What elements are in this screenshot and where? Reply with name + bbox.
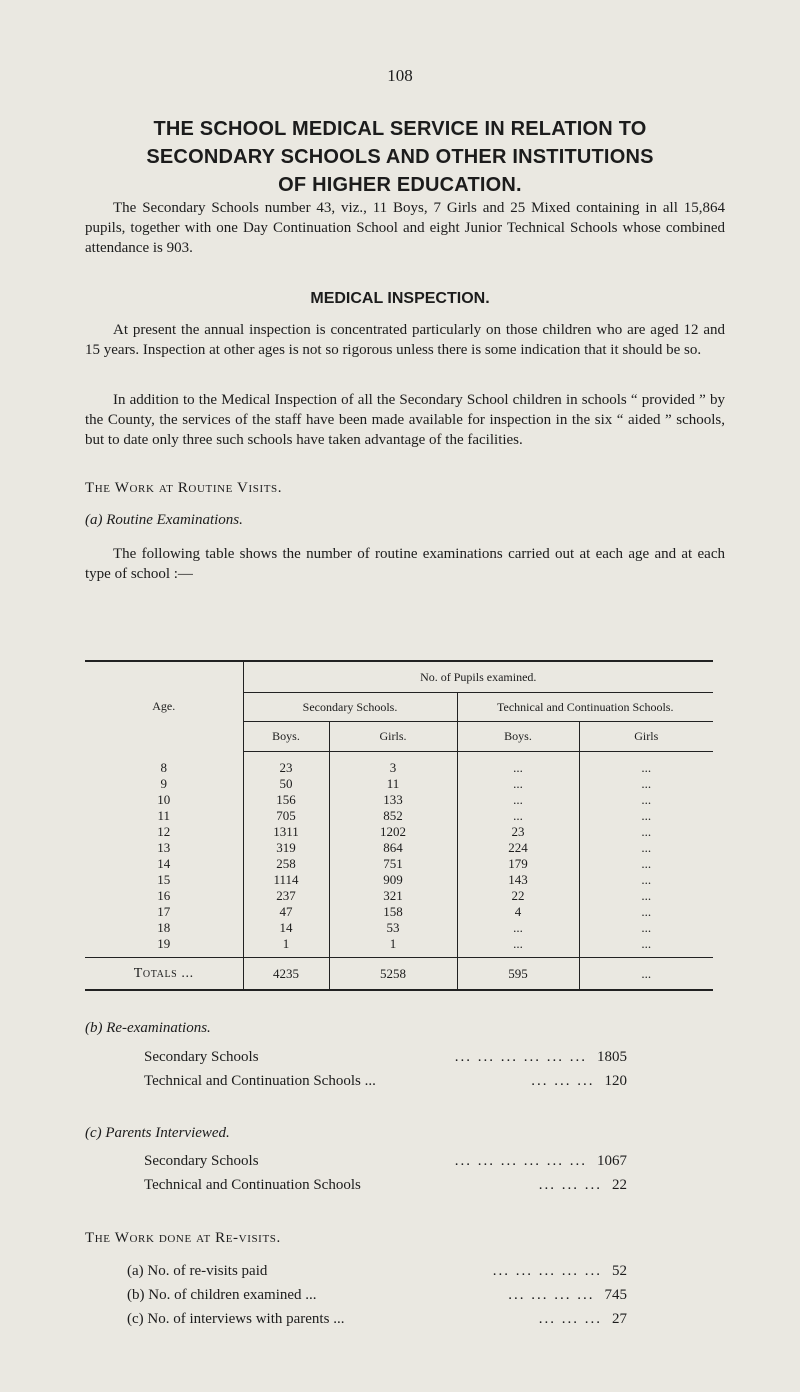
sec-girls-cell: 158 (329, 904, 457, 920)
sec-girls-cell: 864 (329, 840, 457, 856)
table-row (85, 936, 713, 958)
leader-dots: ... ... ... (538, 1311, 602, 1327)
age-cell: 17 (157, 904, 171, 919)
table-row (85, 904, 713, 920)
totals-row (85, 958, 713, 991)
page-number: 108 (387, 66, 413, 85)
age-cell: 8 (160, 759, 167, 775)
sec-boys-cell: 23 (243, 752, 329, 777)
sec-boys-cell: 156 (243, 792, 329, 808)
tech-boys-cell: 22 (457, 888, 579, 904)
parents-value: 22 (612, 1177, 627, 1193)
sec-girls-cell: 133 (329, 792, 457, 808)
table-row (85, 872, 713, 888)
total-tech-girls: ... (579, 958, 713, 991)
tech-boys-cell: 4 (457, 904, 579, 920)
tech-girls-cell: ... (579, 856, 713, 872)
sec-boys-cell: 237 (243, 888, 329, 904)
tech-boys-cell: ... (457, 776, 579, 792)
tech-boys-cell: ... (457, 792, 579, 808)
revisits-heading: The Work done at Re-visits. (85, 1230, 281, 1246)
tech-boys-cell: 179 (457, 856, 579, 872)
reexam-label: Technical and Continuation Schools ... (144, 1073, 376, 1089)
parents-row-technical (144, 1174, 627, 1196)
revisits-row-paid (127, 1260, 627, 1282)
reexam-row-secondary (144, 1046, 627, 1068)
tech-girls-cell: ... (579, 888, 713, 904)
leader-dots: ... ... ... ... ... ... (454, 1153, 587, 1169)
reexam-label: Secondary Schools (144, 1049, 259, 1065)
total-sec-girls: 5258 (329, 958, 457, 991)
table-row (85, 776, 713, 792)
age-header: Age. (152, 699, 176, 714)
tech-girls-cell: ... (579, 872, 713, 888)
revisits-value: 745 (604, 1287, 627, 1303)
tech-boys-cell: 23 (457, 824, 579, 840)
pupils-examined-header: No. of Pupils examined. (243, 661, 713, 693)
totals-label: Totals ... (85, 958, 243, 991)
age-cell: 14 (157, 856, 171, 871)
sec-boys-cell: 1 (243, 936, 329, 958)
revisits-value: 27 (612, 1311, 627, 1327)
secondary-schools-header: Secondary Schools. (243, 693, 457, 722)
sec-girls-cell: 53 (329, 920, 457, 936)
secondary-girls-header: Girls. (329, 722, 457, 752)
secondary-boys-header: Boys. (243, 722, 329, 752)
technical-boys-header: Boys. (457, 722, 579, 752)
sec-boys-cell: 705 (243, 808, 329, 824)
sec-boys-cell: 50 (243, 776, 329, 792)
tech-boys-cell: ... (457, 920, 579, 936)
age-cell: 11 (157, 808, 171, 823)
leader-dots: ... ... ... (531, 1073, 595, 1089)
table-row (85, 792, 713, 808)
tech-girls-cell: ... (579, 920, 713, 936)
title-line-3: OF HIGHER EDUCATION. (278, 174, 522, 196)
tech-girls-cell: ... (579, 904, 713, 920)
revisits-row-examined (127, 1284, 627, 1306)
table-row (85, 840, 713, 856)
table-row (85, 920, 713, 936)
tech-girls-cell: ... (579, 808, 713, 824)
sec-boys-cell: 319 (243, 840, 329, 856)
sec-boys-cell: 1311 (243, 824, 329, 840)
age-cell: 18 (157, 920, 171, 935)
leader-dots: ... ... ... ... ... (492, 1263, 602, 1279)
tech-boys-cell: ... (457, 808, 579, 824)
sec-girls-cell: 1 (329, 936, 457, 958)
technical-schools-header: Technical and Continuation Schools. (457, 693, 713, 722)
sec-boys-cell: 47 (243, 904, 329, 920)
intro-paragraph: The Secondary Schools number 43, viz., 11 Boys, 7 Girls and 25 Mixed containing in all 15,864 pupils, together with one Day Continuation School and eight Junior Technical Schools whose combined attendance is 903. (85, 200, 725, 256)
inspection-paragraph-1: At present the annual inspection is concentrated particularly on those children who are aged 12 and 15 years. Inspection at other ages is not so rigorous unless there is some indication that it should be so. (85, 322, 725, 358)
parents-label: Technical and Continuation Schools (144, 1177, 361, 1193)
tech-girls-cell: ... (579, 840, 713, 856)
sec-girls-cell: 909 (329, 872, 457, 888)
routine-examinations-subheading: (a) Routine Examinations. (85, 512, 243, 528)
revisits-label: (c) No. of interviews with parents ... (127, 1311, 345, 1327)
tech-boys-cell: ... (457, 936, 579, 958)
parents-row-secondary (144, 1150, 627, 1172)
reexaminations-heading: (b) Re-examinations. (85, 1020, 211, 1036)
tech-girls-cell: ... (579, 936, 713, 958)
tech-boys-cell: 143 (457, 872, 579, 888)
tech-boys-cell: ... (457, 752, 579, 777)
leader-dots: ... ... ... ... (508, 1287, 595, 1303)
page-title (40, 115, 760, 199)
tech-girls-cell: ... (579, 824, 713, 840)
sec-boys-cell: 14 (243, 920, 329, 936)
medical-inspection-heading: MEDICAL INSPECTION. (310, 290, 490, 307)
sec-boys-cell: 258 (243, 856, 329, 872)
age-cell: 16 (157, 888, 171, 903)
age-cell: 9 (160, 776, 167, 791)
revisits-label: (a) No. of re-visits paid (127, 1263, 268, 1279)
sec-girls-cell: 11 (329, 776, 457, 792)
sec-girls-cell: 751 (329, 856, 457, 872)
parents-value: 1067 (597, 1153, 627, 1169)
tech-boys-cell: 224 (457, 840, 579, 856)
sec-girls-cell: 3 (329, 752, 457, 777)
table-row (85, 824, 713, 840)
revisits-label: (b) No. of children examined ... (127, 1287, 317, 1303)
sec-girls-cell: 1202 (329, 824, 457, 840)
leader-dots: ... ... ... ... ... ... (454, 1049, 587, 1065)
table-row (85, 856, 713, 872)
routine-visits-heading: The Work at Routine Visits. (85, 480, 283, 496)
age-cell: 13 (157, 840, 171, 855)
tech-girls-cell: ... (579, 776, 713, 792)
reexam-value: 1805 (597, 1049, 627, 1065)
age-cell: 12 (157, 824, 171, 839)
sec-girls-cell: 852 (329, 808, 457, 824)
tech-girls-cell: ... (579, 752, 713, 777)
technical-girls-header: Girls (579, 722, 713, 752)
total-tech-boys: 595 (457, 958, 579, 991)
sec-girls-cell: 321 (329, 888, 457, 904)
age-cell: 19 (157, 936, 171, 951)
reexam-value: 120 (604, 1073, 627, 1089)
leader-dots: ... ... ... (538, 1177, 602, 1193)
table-row (85, 888, 713, 904)
table-row (85, 808, 713, 824)
title-line-2: SECONDARY SCHOOLS AND OTHER INSTITUTIONS (146, 146, 654, 168)
routine-table-intro: The following table shows the number of routine examinations carried out at each age and at each type of school :— (85, 546, 725, 582)
age-cell: 15 (157, 872, 171, 887)
parents-label: Secondary Schools (144, 1153, 259, 1169)
tech-girls-cell: ... (579, 792, 713, 808)
age-cell: 10 (157, 792, 171, 807)
reexam-row-technical (144, 1070, 627, 1092)
total-sec-boys: 4235 (243, 958, 329, 991)
table-row (85, 752, 713, 777)
title-line-1: THE SCHOOL MEDICAL SERVICE IN RELATION TO (153, 118, 647, 140)
parents-interviewed-heading: (c) Parents Interviewed. (85, 1125, 230, 1141)
revisits-value: 52 (612, 1263, 627, 1279)
sec-boys-cell: 1114 (243, 872, 329, 888)
revisits-row-interviews (127, 1308, 627, 1330)
inspection-paragraph-2: In addition to the Medical Inspection of all the Secondary School children in schools “ provided ” by the County, the services of the staff have been made available for inspection in the six “ aided ” schools, but to date only three such schools have taken advantage of the facilities. (85, 392, 725, 448)
routine-examinations-table (85, 660, 713, 991)
